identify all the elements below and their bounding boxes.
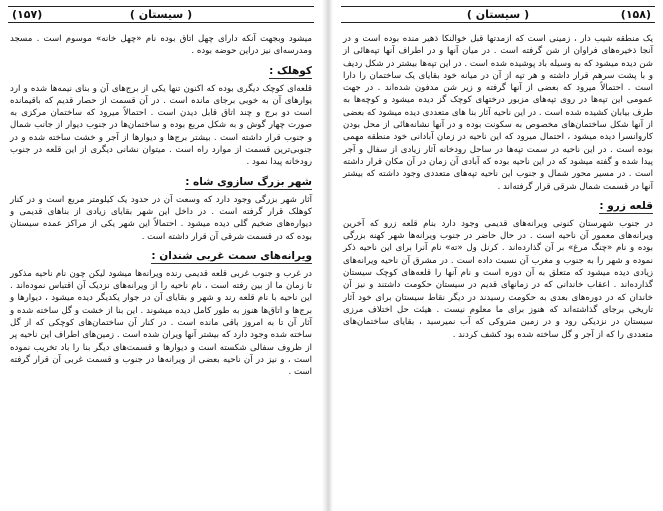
paragraph: آثار شهر بزرگی وجود دارد که وسعت آن در حدود یک کیلومتر مربع است و در کنار کوهلک قرار گرفته است . در داخل این شهر بقایای زیادی از بناهای قدیمی و دیواره‌های ضخیم گلی دیده میشود . احتمالاً این شهر یکی از مراکز عمده سیستان بوده که در قسمت شرقی آن قرار داشته است . xyxy=(10,194,312,242)
page-number: (۱۵۷) xyxy=(12,8,43,21)
header-rule-top xyxy=(8,6,314,7)
paragraph: میشود وبجهت آنکه دارای چهل اتاق بوده نام «چهل خانه» موسوم است . مسجد ومدرسه‌ای نیز دراین حوضه بوده . xyxy=(10,34,312,57)
section-heading: کوهلک : xyxy=(269,64,312,77)
header-rule-bottom xyxy=(341,22,655,23)
page-header xyxy=(8,4,314,24)
section-heading: قلعه زرو : xyxy=(599,199,653,212)
left-page xyxy=(0,0,322,511)
paragraph: در غرب و جنوب غربی قلعه قدیمی رنده ویرانه‌ها میشود لیکن چون نام ناحیه مذکور تا زمان ما از بین رفته است ، نام ناحیه را از ویرانه‌های نزدیک آن اقتباس نموده‌اند . این ناحیه با نام قلعه رند و شهر و بقایای آن در جوار یکدیگر دیده میشود ، دیوارها و برج‌ها و اتاق‌ها هنوز به طور کامل دیده میشوند . این بنا از خشت و گل ساخته شده و آثار آن تا به امروز باقی مانده است . در کنار آن ساختمان‌های کوچکی که از گل ساخته شده وجود دارد که بیشتر آنها ویران شده است . زمین‌های اطراف این ناحیه پر از ظروف سفالی شکسته است و دیوارها و قسمت‌های دیگر بنا را باد تخریب نموده است ، و نیز در آن ناحیه بعضی از ویرانه‌ها در جنوب و قسمت غربی آن قرار گرفته است . xyxy=(10,268,312,378)
right-page xyxy=(333,0,663,511)
page-number: (۱۵۸) xyxy=(620,8,651,21)
section-heading: ویرانه‌های سمت غربی شندان : xyxy=(151,249,312,262)
page-body xyxy=(343,33,653,343)
book-gutter xyxy=(322,0,333,511)
section-heading: شهر بزرگ سازوی شاه : xyxy=(185,175,312,188)
header-rule-top xyxy=(341,6,655,7)
paragraph: یک منطقه شیب دار ، زمینی است که ازمدتها قبل خوالنکا ذهیر منده بوده است و در آنجا ذخیره‌های فراوان از شن گرفته است . در میان آنها و در اطراف آنها تپه‌هائی از شن دیده میشود که به وسیله باد پوشیده شده است . در این تپه‌ها بیشتر در شکل ردیف و با پشت سرهم قرار داشته و هر تپه از آن در میانه خود بقایای یک ساختمان را دارا است . احتمالاً میرود که بعضی از آنها گرفته و زیر شن مدفون شده‌اند . در جهت عمومی این تپه‌ها در روی تپه‌های مزبور درختهای کوچک گز دیده میشود و کوچه‌ها به طرف بیابان کشیده شده است . در این ناحیه آثار بنا های متعددی دیده میشود که بعضی از آنها شکل ساختمان‌های مخصوص به سکونت بوده و در آنها نشانه‌هائی از محل بودن کاروانسرا دیده میشود ، احتمال میرود که این ناحیه در زمان آبادانی خود منطقه مهمی بوده است . در این ناحیه در سمت تپه‌ها در ساحل رودخانه آثار زیادی از سفال و آجر پیدا شده و گفته میشود که در این ناحیه بوده که آبادی آن زمان در آن مکان قرار داشته است . در مسیر محور شمال و جنوب این ناحیه تپه‌های متعددی وجود داشته که بیشتر آنها در قسمت شمال شرقی قرار گرفته‌اند . xyxy=(343,34,653,192)
page-header xyxy=(341,4,655,24)
page-body xyxy=(10,33,312,381)
paragraph: در جنوب شهرستان کنونی ویرانه‌های قدیمی وجود دارد بنام قلعه زرو که آخرین ویرانه‌های معمور آن ناحیه است . در حال حاضر در جنوب ویرانه‌ها شهر کهنه بزرگی بوده و نام «چنگ مرغ» بر آن گذارده‌اند . کرنل ول «ته» نام آنرا برای این ناحیه ذکر نموده و شهر را به جنوب و مغرب آن نسبت داده است . در مشرق آن ناحیه ویرانه‌های زیادی دیده میشود که متعلق به آن دوره است و نام آنها را قلعه‌های کوچک سیستان گذارده‌اند . اعقاب خاندانی که در زمانهای قدیم در سیستان حکومت داشتند و نیز آن خاندان که در دوره‌های بعدی به حکومت رسیدند در دیگر نقاط سیستان برای خود آثار تاریخی برجای گذاشته‌اند که هنوز برای ما معلوم نیست . هیئت حل اختلاف مرزی سیستان در نزدیکی رود و در زمین متروکی که آب نمیرسید ، بقایای ساختمان‌های متعددی را که از آجر و گل ساخته شده بود کشف کردند . xyxy=(343,218,653,340)
running-head: ( سیستان ) xyxy=(466,8,530,21)
header-rule-bottom xyxy=(8,22,314,23)
running-head: ( سیستان ) xyxy=(129,8,193,21)
paragraph: قلعه‌ای کوچک دیگری بوده که اکنون تنها یکی از برج‌های آن و بنای نیمه‌ها شده و ارد یوارهای آن به خوبی برجای مانده است . در آن قسمت از حصار قدیم که باقیمانده است دو برج و چند اتاق قابل دیدن است . احتمالاً میرود که ساختمان مرکزی به صورت چهار گوش و به شکل مربع بوده و ساختمان‌ها در جنوب دیوار از جانب شمال و جنوب قرار داشته است . بیشتر برج‌ها و دیوارها از آجر و خشت ساخته شده و در جنوبی‌ترین قسمت از موارد راه است . میتوان نشانی دیگری از این قلعه در جنوب رودخانه پیدا نمود . xyxy=(10,83,312,168)
